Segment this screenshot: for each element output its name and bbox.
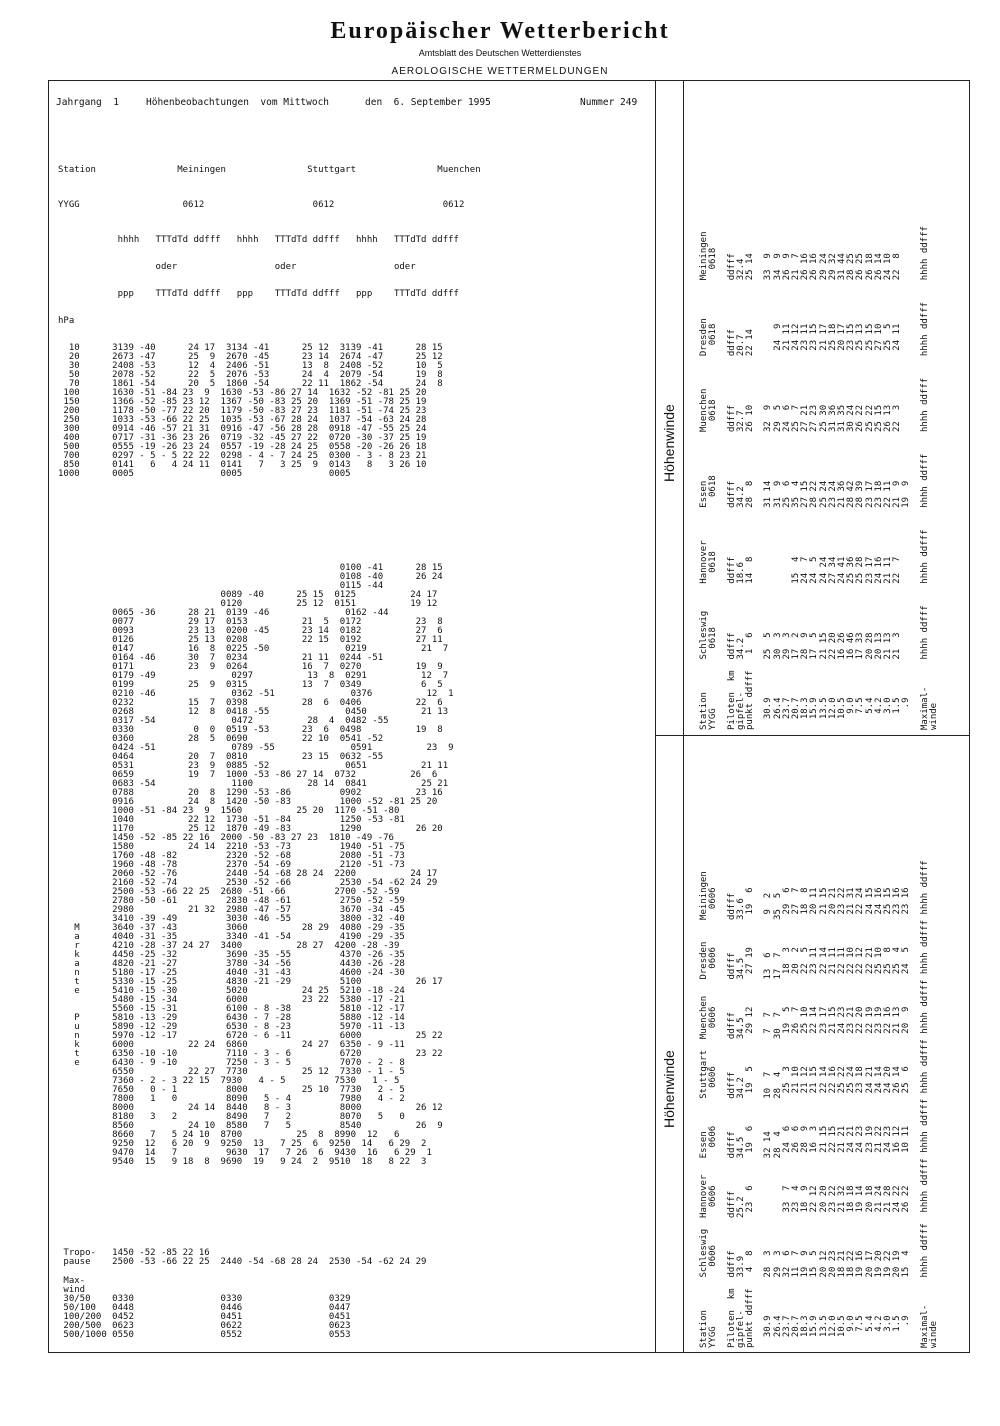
table-row: 0232 15 7 0398 28 6 0406 22 6 [58, 698, 443, 708]
table-row: 1170 25 12 1870 -49 -83 1290 26 20 [58, 824, 443, 834]
table-row: 50 2078 -52 22 5 2076 -53 24 4 2079 -54 19 8 [58, 370, 443, 380]
report-subtitle: Amtsblatt des Deutschen Wetterdienstes [418, 48, 582, 58]
table-row: Max- [58, 1276, 86, 1286]
table-row: M 3640 -37 -43 3060 28 29 4080 -29 -35 [58, 923, 405, 933]
table-row: 50/100 0448 0446 0447 [58, 1303, 351, 1313]
table-row: n 5180 -17 -25 4040 -31 -43 4600 -24 -30 [58, 968, 405, 978]
table-row: Maximal- hhhh ddfff hhhh ddfff hhhh ddfff hhhh ddfff hhhh ddfff hhhh ddfff hhhh ddfff [919, 860, 930, 1348]
table-row: 7.5 17 33 25 28 28 39 26 22 25 13 26 25 [855, 253, 866, 730]
table-row: wind [58, 1285, 86, 1295]
table-row: 0210 -46 0362 -51 0376 12 1 [58, 689, 454, 699]
table-row: 0424 -51 0789 -55 0591 23 9 [58, 743, 454, 753]
table-row: 18.3 19 9 18 9 28 9 21 12 25 10 22 5 18 8 [800, 887, 811, 1348]
table-row: 26.4 30 3 31 9 29 5 24 9 34 9 [772, 253, 783, 730]
table-row: winde [929, 702, 940, 730]
table-row: 23.7 29 3 25 6 24 6 21 11 26 9 [781, 253, 792, 730]
hoehenwinde-label-bottom: Höhenwinde [661, 1050, 677, 1128]
table-row: 0659 19 7 1000 -53 -86 27 14 0732 26 6 [58, 770, 438, 780]
table-row: 8660 7 5 24 10 8700 25 8 8990 12 6 [58, 1130, 400, 1140]
column-head-3: ppp TTTdTd ddfff ppp TTTdTd ddfff ppp TTTdTd ddfff [58, 289, 459, 299]
table-row: 5.4 20 28 23 17 23 17 25 22 25 15 26 18 [864, 253, 875, 730]
table-row: 13.5 20 12 20 20 21 15 22 14 23 17 22 14 21 15 [818, 887, 829, 1348]
table-row: 23.7 32 6 33 7 24 6 25 3 19 5 18 3 29 6 [781, 887, 792, 1348]
table-row: 1000 -51 -84 23 9 1560 25 20 1170 -51 -80 [58, 806, 400, 816]
table-row: 7360 - 2 - 3 22 15 7930 4 - 5 7530 1 - 5 [58, 1076, 400, 1086]
table-row: gipfel- 34.2 18.6 34.2 32.7 20.7 32.4 [735, 258, 746, 730]
table-row: 3.0 19 22 21 28 24 23 24 20 22 16 25 8 25 15 [883, 887, 894, 1348]
table-row: 0179 -49 0297 13 8 0291 12 7 [58, 671, 449, 681]
table-row: 500/1000 0550 0552 0553 [58, 1330, 351, 1340]
table-row: YYGG 0606 0606 0606 0606 0606 0606 0606 [708, 887, 719, 1348]
table-row: 400 0717 -31 -36 23 26 0719 -32 -45 27 22 0720 -30 -37 25 19 [58, 433, 427, 443]
table-row: winde [929, 1320, 940, 1348]
report-kind: Höhenbeobachtungen vom Mittwoch [146, 97, 330, 108]
column-head-1: hhhh TTTdTd ddfff hhhh TTTdTd ddfff hhhh TTTdTd ddfff [58, 235, 459, 245]
table-row: k 6000 22 24 6860 24 27 6350 - 9 -11 [58, 1040, 405, 1050]
table-row: 0108 -40 26 24 [58, 572, 443, 582]
max-wind [58, 1277, 351, 1340]
table-row: 9540 15 9 18 8 9690 19 9 24 2 9510 18 8 22 3 [58, 1157, 427, 1167]
report-number: Nummer 249 [580, 97, 638, 108]
table-row: 100 1630 -51 -84 23 9 1630 -53 -86 27 14 1632 -52 -81 25 20 [58, 388, 427, 398]
table-row: 1000 0005 0005 0005 [58, 469, 351, 479]
table-row: r 4210 -28 -37 24 27 3400 28 27 4200 -28 -39 [58, 941, 400, 951]
station-header: Station Meiningen Stuttgart Muenchen [58, 165, 481, 175]
standard-levels [58, 344, 481, 479]
table-row: 0120 25 12 0151 19 12 [58, 599, 438, 609]
table-row: n 5970 -12 -17 6720 - 6 -11 6000 25 22 [58, 1031, 443, 1041]
table-row: .9 19 9 [901, 480, 912, 730]
table-row: gipfel- 33.9 25.2 34.5 34.2 34.5 34.5 33.6 [735, 898, 746, 1348]
table-row: YYGG 0618 0618 0618 0618 0618 0618 [708, 247, 719, 730]
table-row: a 4820 -21 -27 3780 -34 -56 4430 -26 -28 [58, 959, 405, 969]
table-row: 4.2 19 20 21 24 21 22 24 14 23 19 25 10 24 16 [873, 887, 884, 1348]
station-table [58, 148, 481, 488]
table-row: 9.0 16 46 25 36 28 42 30 24 23 15 28 25 [846, 253, 857, 730]
table-row: 30/50 0330 0330 0329 [58, 1294, 351, 1304]
table-row: k 4450 -25 -32 3690 -35 -55 4370 -26 -35 [58, 950, 405, 960]
table-row: 0531 23 9 0885 -52 0651 21 11 [58, 761, 449, 771]
table-row: 0065 -36 28 21 0139 -46 0162 -44 [58, 608, 389, 618]
table-row: Station Schleswig Hannover Essen Muenchen Dresden Meiningen [699, 231, 709, 730]
table-row: 15.9 15 5 22 12 16 3 21 15 22 14 23 11 20 11 [809, 887, 820, 1348]
table-row: 0683 -54 1100 28 14 0841 25 21 [58, 779, 449, 789]
table-row: 5560 -15 -31 6100 - 8 -38 5810 -12 -17 [58, 1004, 405, 1014]
table-row: 30.9 25 5 31 14 32 9 33 9 [763, 253, 774, 730]
table-row: 13.5 21 15 24 24 25 24 25 30 21 17 29 24 [818, 253, 829, 730]
table-row: 12.0 20 23 23 22 22 15 22 16 21 15 21 11 20 21 [827, 887, 838, 1348]
table-row: 0464 20 7 0810 23 15 0632 -55 [58, 752, 384, 762]
table-row: 9250 12 6 20 9 9250 13 7 25 6 9250 14 6 29 2 [58, 1139, 427, 1149]
yygg-header: YYGG 0612 0612 0612 [58, 200, 465, 210]
table-row: 30 2408 -53 12 4 2406 -51 13 8 2408 -52 10 5 [58, 361, 443, 371]
table-row: pause 2500 -53 -66 22 25 2440 -54 -68 28 24 2530 -54 -62 24 29 [58, 1257, 427, 1267]
table-row: 5.4 20 17 20 18 23 19 24 21 22 19 22 21 24 15 [864, 887, 875, 1348]
table-row: 0268 12 8 0418 -55 0450 21 13 [58, 707, 449, 717]
hoehenwinde-top-table [700, 226, 939, 730]
table-row: 0171 23 9 0264 16 7 0270 19 9 [58, 662, 443, 672]
table-row: 8560 24 10 8580 7 5 8540 26 9 [58, 1121, 443, 1131]
table-row: 2780 -50 -61 2830 -48 -61 2750 -52 -59 [58, 896, 405, 906]
table-row: Maximal- hhhh ddfff hhhh ddfff hhhh ddfff hhhh ddfff hhhh ddfff hhhh ddfff [919, 226, 930, 730]
table-row: 0126 25 13 0208 22 15 0192 27 11 [58, 635, 443, 645]
hpa-label: hPa [58, 316, 75, 326]
table-row: 10 3139 -40 24 17 3134 -41 25 12 3139 -41 28 15 [58, 343, 443, 353]
table-row: 4.2 20 13 24 16 23 18 25 15 27 10 26 14 [873, 253, 884, 730]
table-row: 1580 24 14 2210 -53 -73 1940 -51 -75 [58, 842, 405, 852]
table-row: 0115 -44 [58, 581, 384, 591]
table-row: 0330 0 0 0519 -53 23 6 0498 19 8 [58, 725, 443, 735]
table-row: 850 0141 6 4 24 11 0141 7 3 25 9 0143 8 3 26 10 [58, 460, 427, 470]
jahrgang: Jahrgang 1 [56, 97, 119, 108]
table-row: 700 0297 - 5 - 5 22 22 0298 - 4 - 7 24 25 0300 - 3 - 8 23 21 [58, 451, 427, 461]
table-row: 6550 22 27 7730 25 12 7330 - 1 - 5 [58, 1067, 405, 1077]
table-row: 100/200 0452 0451 0451 [58, 1312, 351, 1322]
table-row: 1040 22 12 1730 -51 -84 1250 -53 -81 [58, 815, 405, 825]
table-row: 7.5 19 16 19 14 24 23 23 18 22 20 22 12 22 24 [855, 887, 866, 1348]
table-row: 0077 29 17 0153 21 5 0172 23 8 [58, 617, 443, 627]
table-row: 0916 24 8 1420 -50 -83 1000 -52 -81 25 20 [58, 797, 438, 807]
table-row: 150 1366 -52 -85 23 12 1367 -50 -83 25 20 1369 -51 -78 25 19 [58, 397, 427, 407]
table-row: 1760 -48 -82 2320 -52 -68 2080 -51 -73 [58, 851, 405, 861]
table-row: 1.5 21 3 22 7 21 9 22 3 24 11 22 8 [892, 253, 903, 730]
table-row: 20.7 11 7 23 4 26 6 21 10 26 7 20 2 27 7 [791, 887, 802, 1348]
table-row: 300 0914 -46 -57 21 31 0916 -47 -56 28 28 0918 -47 -55 25 24 [58, 424, 427, 434]
table-row: 5480 -15 -34 6000 23 22 5380 -17 -21 [58, 995, 405, 1005]
table-row: .9 15 4 26 22 10 11 25 6 20 9 24 5 23 16 [901, 887, 912, 1348]
table-row: 0360 28 5 0690 22 10 0541 -52 [58, 734, 384, 744]
table-row: 200 1178 -50 -77 22 20 1179 -50 -83 27 23 1181 -51 -74 25 23 [58, 406, 427, 416]
table-row: 250 1033 -53 -66 22 25 1035 -53 -67 28 24 1037 -54 -63 24 28 [58, 415, 427, 425]
table-row: punkt ddfff 4 8 23 6 19 6 19 5 29 12 27 19 19 6 [745, 887, 756, 1348]
table-row: 10.5 16 26 24 41 21 36 31 35 20 17 31 44 [837, 253, 848, 730]
table-row: 0199 25 9 0315 13 7 0349 6 5 [58, 680, 443, 690]
table-row: 15.9 17 5 24 5 28 22 27 23 23 15 26 16 [809, 253, 820, 730]
hoehenwinde-label-top: Höhenwinde [661, 404, 677, 482]
table-row: 12.0 22 20 27 34 23 24 31 36 25 18 29 32 [827, 253, 838, 730]
table-row: 8180 3 2 8490 7 2 8070 5 0 [58, 1112, 405, 1122]
table-row: 0788 20 8 1290 -53 -86 0902 23 16 [58, 788, 443, 798]
table-row: 30.9 28 3 32 14 10 7 7 7 13 6 9 2 [763, 892, 774, 1348]
table-row: 0100 -41 28 15 [58, 563, 443, 573]
table-row: 9.0 18 22 18 18 24 21 25 24 23 21 22 10 21 31 [846, 887, 857, 1348]
tropopause [58, 1249, 426, 1267]
table-row: 200/500 0623 0622 0623 [58, 1321, 351, 1331]
table-row: P 5810 -13 -29 6430 - 7 -28 5880 -12 -14 [58, 1013, 405, 1023]
report-date: den 6. September 1995 [365, 97, 491, 108]
table-row: 1450 -52 -85 22 16 2000 -50 -83 27 23 1810 -49 -76 [58, 833, 394, 843]
table-row: 2500 -53 -66 22 25 2680 -51 -66 2700 -52 -59 [58, 887, 400, 897]
table-row: t 6350 -10 -10 7110 - 3 - 6 6720 23 22 [58, 1049, 443, 1059]
table-row: 70 1861 -54 20 5 1860 -54 22 11 1862 -54 24 8 [58, 379, 443, 389]
table-row: 9470 14 7 9630 17 7 26 6 9430 16 6 29 1 [58, 1148, 432, 1158]
table-row: 20.7 17 2 15 4 35 4 25 7 24 12 21 7 [791, 253, 802, 730]
right-horizontal-divider [655, 735, 970, 736]
table-row: 3.0 21 13 21 11 22 11 26 13 25 5 24 10 [883, 253, 894, 730]
table-row: 0093 23 13 0200 -45 23 14 0182 27 6 [58, 626, 443, 636]
table-row: 18.3 28 9 24 7 27 15 27 21 23 11 26 16 [800, 253, 811, 730]
report-title: Europäischer Wetterbericht [330, 18, 670, 44]
table-row: 2160 -52 -74 2530 -52 -66 2530 -54 -62 24 29 [58, 878, 438, 888]
table-row: 0164 -46 30 7 0234 21 11 0244 -51 [58, 653, 384, 663]
table-row: e 6430 - 9 -10 7250 - 3 - 5 7070 - 2 - 8 [58, 1058, 405, 1068]
table-row: Piloten km ddfff ddfff ddfff ddfff ddfff ddfff [726, 253, 737, 730]
table-row: 10.5 18 21 21 32 21 21 25 22 24 23 22 11 23 22 [837, 887, 848, 1348]
report-section: AEROLOGISCHE WETTERMELDUNGEN [391, 66, 609, 77]
table-row: 2060 -52 -76 2440 -54 -68 28 24 2200 24 17 [58, 869, 438, 879]
table-row: 2980 21 32 2980 -47 -57 3670 -34 -45 [58, 905, 405, 915]
table-row: 26.4 29 3 28 4 28 4 30 7 17 7 35 5 [772, 892, 783, 1348]
table-row: Station Schleswig Hannover Essen Stuttgart Muenchen Dresden Meiningen [699, 871, 709, 1348]
table-row: 7800 1 0 8090 5 - 4 7980 4 - 2 [58, 1094, 405, 1104]
hoehenwinde-bottom-table [700, 860, 939, 1348]
table-row: 0317 -54 0472 28 4 0482 -55 [58, 716, 389, 726]
table-row: 3410 -39 -49 3030 -46 -55 3800 -32 -40 [58, 914, 405, 924]
table-row: u 5890 -12 -29 6530 - 8 -23 5970 -11 -13 [58, 1022, 405, 1032]
table-row: 0147 16 8 0225 -50 0219 21 7 [58, 644, 449, 654]
table-row: punkt ddfff 1 6 14 8 28 8 26 10 22 14 25 14 [745, 253, 756, 730]
table-row: 8000 24 14 8440 8 - 3 8000 26 12 [58, 1103, 443, 1113]
table-row: a 4040 -31 -35 3340 -41 -54 4190 -29 -35 [58, 932, 405, 942]
significant-points [58, 564, 454, 1167]
right-inner-divider [683, 80, 684, 1353]
table-row: 500 0555 -19 -26 23 24 0557 -19 -28 24 25 0558 -20 -26 26 18 [58, 442, 427, 452]
table-row: Piloten km ddfff ddfff ddfff ddfff ddfff ddfff ddfff [726, 892, 737, 1348]
table-row: 0089 -40 25 15 0125 24 17 [58, 590, 438, 600]
column-divider [655, 80, 656, 1353]
table-row: 20 2673 -47 25 9 2670 -45 23 14 2674 -47 25 12 [58, 352, 443, 362]
table-row: Tropo- 1450 -52 -85 22 16 [58, 1248, 210, 1258]
table-row: t 5330 -15 -25 4830 -21 -29 5100 26 17 [58, 977, 443, 987]
table-row: e 5410 -15 -30 5020 24 25 5210 -18 -24 [58, 986, 405, 996]
column-head-2: oder oder oder [58, 262, 416, 272]
table-row: 1.5 20 19 24 22 16 12 26 14 21 13 25 4 23 16 [892, 887, 903, 1348]
table-row: 1960 -48 -78 2370 -54 -69 2120 -51 -73 [58, 860, 405, 870]
table-row: 7650 0 - 1 8000 25 10 7730 2 - 5 [58, 1085, 405, 1095]
